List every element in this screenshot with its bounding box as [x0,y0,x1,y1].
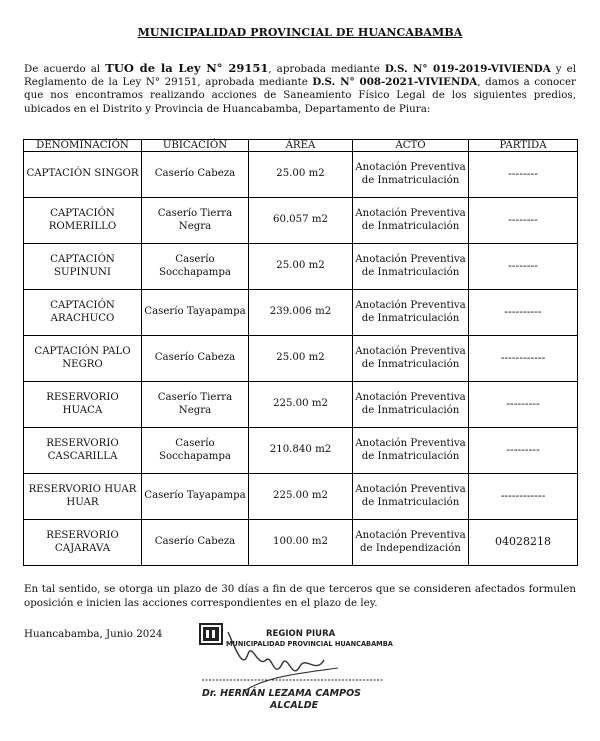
cell-area: 225.00 m2 [249,474,353,520]
stamp-municipality: MUNICIPALIDAD PROVINCIAL HUANCABAMBA [226,640,393,648]
cell-acto: Anotación Preventiva de Inmatriculación [353,474,469,520]
header-partida: PARTIDA [469,140,578,152]
cell-denominacion: CAPTACIÓN SINGOR [24,152,142,198]
signer-role: ALCALDE [270,700,319,711]
stamp-region: REGION PIURA [266,629,336,639]
cell-area: 100.00 m2 [249,520,353,566]
cell-acto: Anotación Preventiva de Inmatriculación [353,290,469,336]
cell-ubicacion: Caserío Tierra Negra [142,198,249,244]
cell-partida: -------- [469,152,578,198]
cell-acto: Anotación Preventiva de Inmatriculación [353,382,469,428]
table-header-row [24,140,578,152]
cell-ubicacion: Caserío Cabeza [142,520,249,566]
intro-text-1: De acuerdo al [24,63,106,75]
stamp-seal-icon [200,624,222,644]
cell-acto: Anotación Preventiva de Inmatriculación [353,428,469,474]
header-acto: ACTO [353,140,469,152]
cell-acto: Anotación Preventiva de Inmatriculación [353,152,469,198]
cell-partida: ---------- [469,290,578,336]
cell-area: 210.840 m2 [249,428,353,474]
table-row [24,428,578,474]
intro-text-4: , damos a conocer que nos encontramos realizando acciones de Saneamiento Físico Legal de los siguientes predios, ubicados en el Distrito y Provincia de Huancabamba, Departamento de Piura: [24,76,576,115]
cell-denominacion: CAPTACIÓN PALO NEGRO [24,336,142,382]
cell-partida: -------- [469,198,578,244]
properties-table [23,139,578,566]
header-ubicacion: UBICACIÓN [142,140,249,152]
table-row [24,520,578,566]
table-row [24,382,578,428]
table-row [24,244,578,290]
document-title: MUNICIPALIDAD PROVINCIAL DE HUANCABAMBA [137,26,463,39]
cell-ubicacion: Caserío Tayapampa [142,290,249,336]
cell-partida: --------- [469,382,578,428]
cell-denominacion: RESERVORIO CASCARILLA [24,428,142,474]
header-denominacion: DENOMINACIÓN [24,140,142,152]
cell-partida: -------- [469,244,578,290]
header-area: ÁREA [249,140,353,152]
cell-area: 25.00 m2 [249,152,353,198]
cell-ubicacion: Caserío Socchapampa [142,428,249,474]
cell-area: 225.00 m2 [249,382,353,428]
cell-partida: 04028218 [469,520,578,566]
cell-partida: ------------ [469,336,578,382]
cell-partida: ------------ [469,474,578,520]
cell-area: 25.00 m2 [249,336,353,382]
table-row [24,198,578,244]
cell-denominacion: CAPTACIÓN ARACHUCO [24,290,142,336]
cell-denominacion: RESERVORIO HUACA [24,382,142,428]
table-row [24,290,578,336]
table-row [24,336,578,382]
cell-acto: Anotación Preventiva de Inmatriculación [353,244,469,290]
cell-ubicacion: Caserío Cabeza [142,336,249,382]
cell-ubicacion: Caserío Socchapampa [142,244,249,290]
table-row [24,152,578,198]
cell-ubicacion: Caserío Tierra Negra [142,382,249,428]
cell-area: 239.006 m2 [249,290,353,336]
table-row [24,474,578,520]
decree-reference-2: D.S. N° 008-2021-VIVIENDA [312,76,478,89]
cell-denominacion: RESERVORIO HUAR HUAR [24,474,142,520]
cell-acto: Anotación Preventiva de Inmatriculación [353,198,469,244]
place-date: Huancabamba, Junio 2024 [24,628,163,640]
cell-ubicacion: Caserío Tayapampa [142,474,249,520]
signature-stamp [188,620,418,720]
decree-reference-1: D.S. N° 019-2019-VIVIENDA [384,63,551,75]
intro-text-3: y el Reglamento de la Ley N° 29151, aprobada mediante [24,63,577,89]
cell-acto: Anotación Preventiva de Independización [353,520,469,566]
intro-paragraph [24,62,576,116]
cell-denominacion: RESERVORIO CAJARAVA [24,520,142,566]
cell-partida: --------- [469,428,578,474]
tuo-reference: TUO de la Ley N° 29151 [105,61,269,75]
cell-denominacion: CAPTACIÓN ROMERILLO [24,198,142,244]
cell-acto: Anotación Preventiva de Inmatriculación [353,336,469,382]
cell-area: 25.00 m2 [249,244,353,290]
closing-paragraph: En tal sentido, se otorga un plazo de 30 días a fin de que terceros que se consideren afectados formulen oposición e inicien las acciones correspondientes en el plazo de ley. [24,583,576,609]
cell-ubicacion: Caserío Cabeza [142,152,249,198]
cell-denominacion: CAPTACIÓN SUPINUNI [24,244,142,290]
signer-name: Dr. HERNÁN LEZAMA CAMPOS [202,688,362,699]
cell-area: 60.057 m2 [249,198,353,244]
intro-text-2: , aprobada mediante [268,63,385,75]
